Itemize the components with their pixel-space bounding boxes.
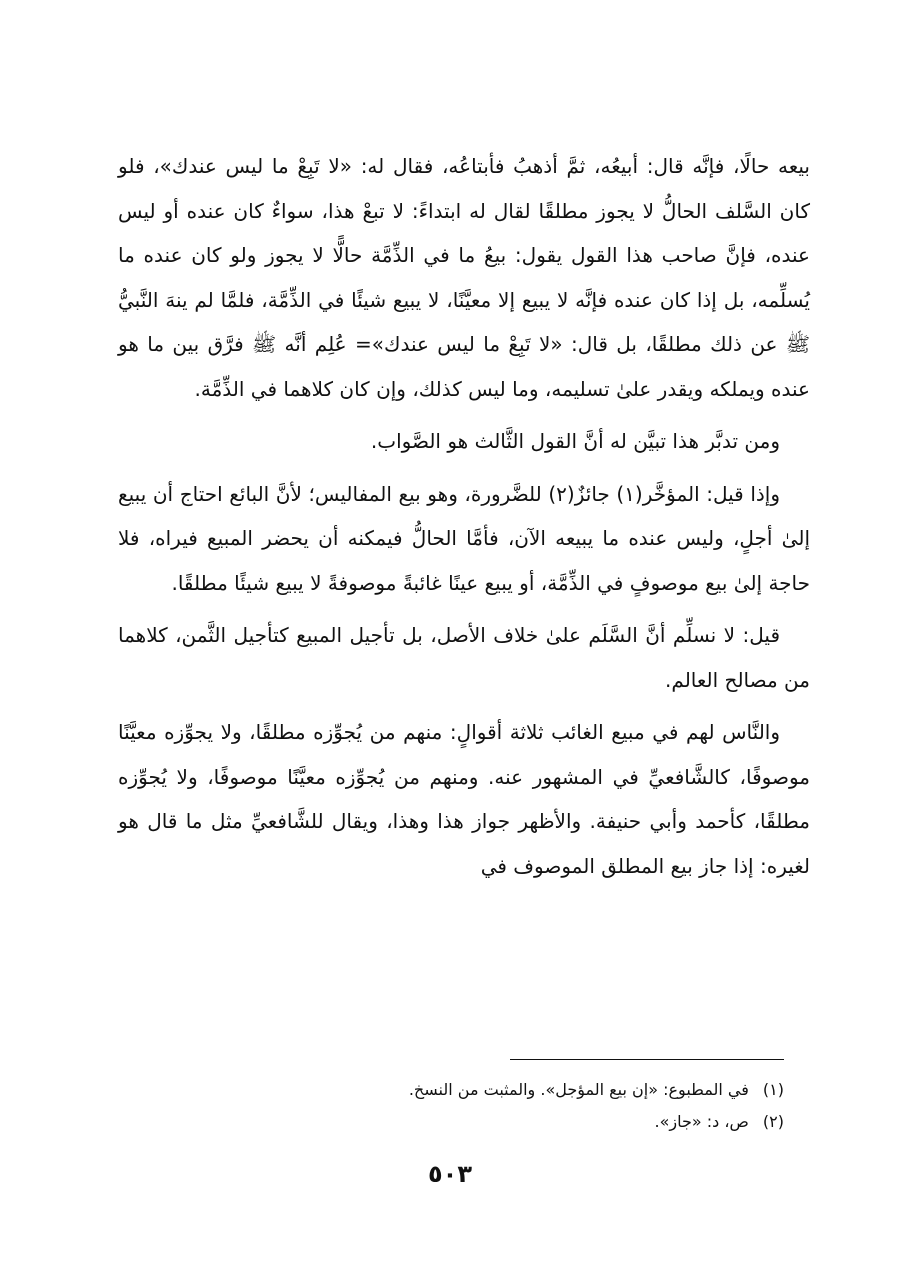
paragraph-1: بيعه حالًا، فإنَّه قال: أبيعُه، ثمَّ أذهبُ فأبتاعُه، فقال له: «لا تَبِعْ ما ليس عندك»، فلو كان السَّلف الحالُّ لا يجوز مطلقًا لقال له ابتداءً: لا تبعْ هذا، سواءٌ كان عنده أو ليس عنده، فإنَّ صاحب هذا القول يقول: بيعُ ما في الذِّمَّة حالًّا لا يجوز ولو كان عنده ما يُسلِّمه، بل إذا كان عنده فإنَّه لا يبيع إلا معيَّنًا، لا يبيع شيئًا في الذِّمَّة، فلمَّا لم ينهَ النَّبيُّ ﷺ عن ذلك مطلقًا، بل قال: «لا تَبِعْ ما ليس عندك»= عُلِم أنَّه ﷺ فرَّق بين ما هو عنده ويملكه ويقدر علىٰ تسليمه، وما ليس كذلك، وإن كان كلاهما في الذِّمَّة.	[118, 154, 810, 401]
footnote-1	[284, 1074, 784, 1106]
paragraph-3: وإذا قيل: المؤخَّر(١) جائزٌ(٢) للضَّرورة، وهو بيع المفاليس؛ لأنَّ البائع احتاج أن يبيع إلىٰ أجلٍ، وليس عنده ما يبيعه الآن، فأمَّا الحالُّ فيمكنه أن يحضر المبيع فيراه، فلا حاجة إلىٰ بيع موصوفٍ في الذِّمَّة، أو يبيع عينًا غائبةً موصوفةً لا يبيع شيئًا مطلقًا.	[118, 481, 810, 595]
body-text	[118, 144, 810, 888]
footnotes	[284, 1074, 784, 1138]
footnote-text: في المطبوع: «إن بيع المؤجل». والمثبت من النسخ.	[408, 1080, 749, 1099]
paragraph-4: قيل: لا نسلِّم أنَّ السَّلَم علىٰ خلاف الأصل، بل تأجيل المبيع كتأجيل الثَّمن، كلاهما من مصالح العالم.	[118, 623, 810, 692]
footnote-2	[284, 1106, 784, 1138]
footnote-number: (١)	[762, 1080, 784, 1099]
footnote-separator	[510, 1059, 784, 1060]
footnote-text: ص، د: «جاز».	[654, 1112, 749, 1131]
paragraph-5: والنَّاس لهم في مبيع الغائب ثلاثة أقوالٍ: منهم من يُجوِّزه مطلقًا، ولا يجوِّزه معيَّنًا موصوفًا، كالشَّافعيِّ في المشهور عنه. ومنهم من يُجوِّزه معيَّنًا موصوفًا، ولا يُجوِّزه مطلقًا، كأحمد وأبي حنيفة. والأظهر جواز هذا وهذا، ويقال للشَّافعيِّ مثل ما قال هو لغيره: إذا جاز بيع المطلق الموصوف في	[118, 720, 810, 878]
footnote-number: (٢)	[762, 1112, 784, 1131]
page-number: ٥٠٣	[428, 1160, 472, 1188]
paragraph-2: ومن تدبَّر هذا تبيَّن له أنَّ القول الثَّالث هو الصَّواب.	[370, 429, 780, 453]
